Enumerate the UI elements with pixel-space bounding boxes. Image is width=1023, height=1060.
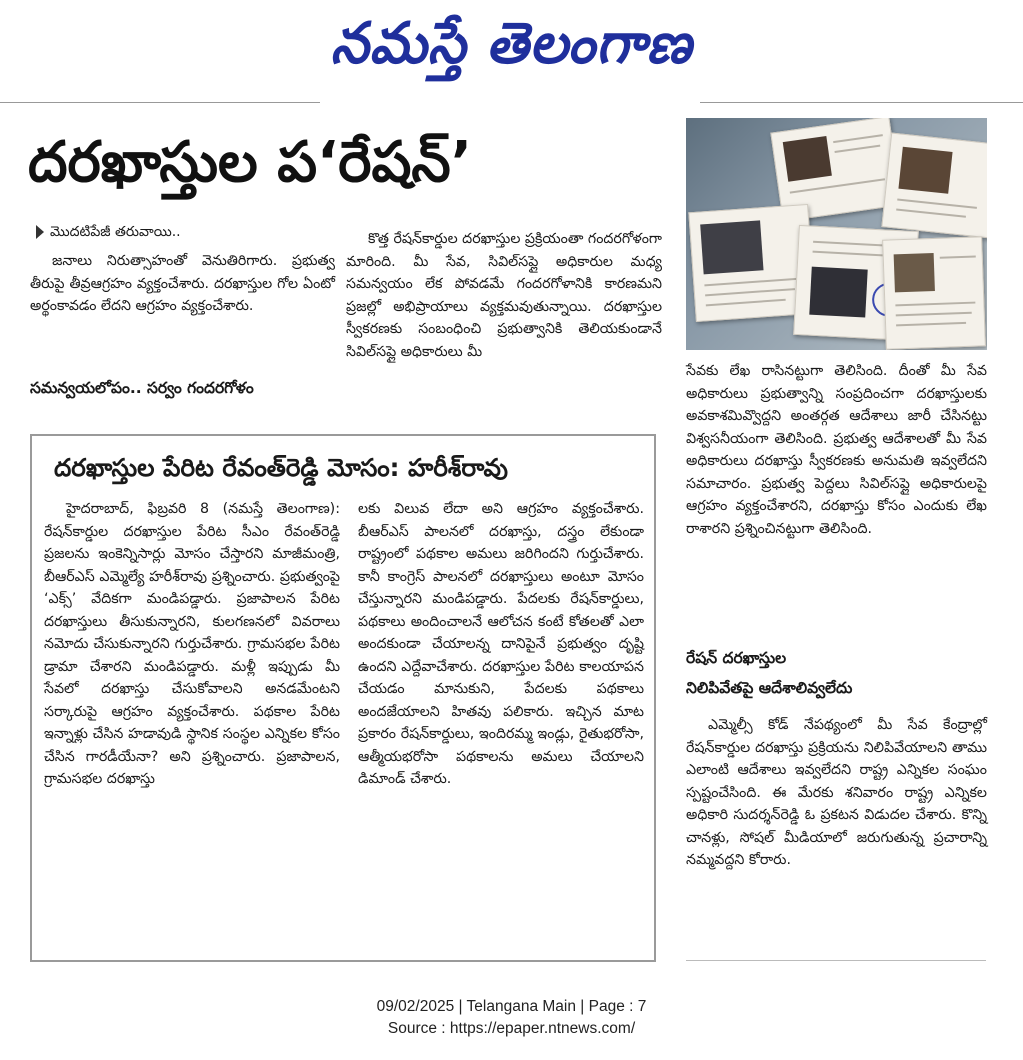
right-column bbox=[686, 360, 987, 540]
newspaper-logo: నమస్తే తెలంగాణ bbox=[330, 10, 693, 77]
right-subhead-line-1: రేషన్ దరఖాస్తుల bbox=[686, 649, 787, 667]
ration-cards-photo bbox=[686, 118, 987, 350]
right-subhead-line-2: నిలిపివేతపై ఆదేశాలివ్వలేదు bbox=[686, 679, 853, 697]
right-column-lower bbox=[686, 714, 987, 872]
page-footer bbox=[0, 996, 1023, 1040]
right-column-end-rule bbox=[686, 960, 986, 961]
right-column-subhead bbox=[686, 646, 987, 700]
left-column-paragraph: జనాలు నిరుత్సాహంతో వెనుతిరిగారు. ప్రభుత్వ తీరుపై తీవ్రఆగ్రహం వ్యక్తంచేశారు. దరఖాస్తుల గోల ఏంటో అర్థంకావడం లేదని ఆగ్రహం వ్యక్తంచేశారు. bbox=[30, 253, 335, 314]
edition-info: 09/02/2025 | Telangana Main | Page : 7 bbox=[376, 998, 647, 1015]
sidebar-article-column-1 bbox=[44, 498, 340, 791]
right-column-paragraph: ఎమ్మెల్సీ కోడ్ నేపథ్యంలో మీ సేవ కేంద్రాల్లో రేషన్‌కార్డుల దరఖాస్తు ప్రక్రియను నిలిపివేయాలని తాము ఎలాంటి ఆదేశాలు ఇవ్వలేదని రాష్ట్ర ఎన్నికల సంఘం స్పష్టంచేసింది. ఈ మేరకు శనివారం రాష్ట్ర ఎన్నికల అధికారి సుదర్శన్‌రెడ్డి ఓ ప్రకటన విడుదల చేశారు. కొన్ని చానళ్లు, సోషల్ మీడియాలో జరుగుతున్న ప్రచారాన్ని నమ్మవద్దని కోరారు. bbox=[686, 717, 987, 868]
continued-from-front-page bbox=[36, 222, 181, 242]
sidebar-article-paragraph: హైదరాబాద్, ఫిబ్రవరి 8 (నమస్తే తెలంగాణ): రేషన్‌కార్డుల దరఖాస్తుల పేరిట సీఎం రేవంత్‌రెడ్డి ప్రజలను ఇంకెన్నిసార్లు మోసం చేస్తారని మాజీమంత్రి, బీఆర్‌ఎస్ ఎమ్మెల్యే హరీశ్‌రావు ప్రశ్నించారు. ప్రభుత్వంపై ‘ఎక్స్’ వేదికగా మండిపడ్డారు. ప్రజాపాలన పేరిట దరఖాస్తులు తీసుకున్నారని, కులగణనలో వివరాలు నమోదు చేసుకున్నారని గుర్తుచేశారు. గ్రామసభల పేరిట డ్రామా చేశారని మండిపడ్డారు. మళ్లీ ఇప్పుడు మీ సేవలో దరఖాస్తు చేసుకోవాలని అనడమేంటని సర్కారుపై ఆగ్రహం వ్యక్తంచేశారు. పథకాల పేరిట ఇన్నాళ్లు చేసిన హడావుడి స్థానిక సంస్థల ఎన్నికల కోసం చేసిన గారడీయేనా? అని ప్రశ్నించారు. ప్రజాపాలన, గ్రామసభల దరఖాస్తు bbox=[44, 501, 340, 787]
photo-card bbox=[881, 133, 987, 239]
sidebar-article-column-2 bbox=[358, 498, 644, 791]
middle-column bbox=[346, 228, 662, 363]
masthead bbox=[0, 0, 1023, 100]
masthead-divider-right bbox=[700, 102, 1023, 103]
photo-card bbox=[882, 236, 986, 349]
right-column-paragraph: సేవకు లేఖ రాసినట్టుగా తెలిసింది. దీంతో మీ సేవ అధికారులు ప్రభుత్వాన్ని సంప్రదించగా దరఖాస్తులకు అవకాశమివ్వొద్దని అంతర్గత ఆదేశాలు జారీ చేసినట్టు విశ్వసనీయంగా తెలిసింది. ప్రభుత్వ ఆదేశాలతో మీ సేవ అధికారులు దరఖాస్తు స్వీకరణకు అనుమతి ఇవ్వలేదని సమాచారం. ప్రభుత్వ పెద్దలు సివిల్‌సప్లై అధికారులపై ఆగ్రహం వ్యక్తంచేశారని, దరఖాస్తు కోసం ఎందుకు లేఖ రాశారని ప్రశ్నించినట్టుగా తెలిసింది. bbox=[686, 363, 987, 537]
triangle-arrow-icon bbox=[36, 225, 44, 239]
sidebar-article-paragraph: లకు విలువ లేదా అని ఆగ్రహం వ్యక్తంచేశారు. బీఆర్‌ఎస్ పాలనలో దరఖాస్తు, దస్త్రం లేకుండా రాష్ట్రంలో పథకాల అమలు జరిగిందని గుర్తుచేశారు. కానీ కాంగ్రెస్ పాలనలో దరఖాస్తులు అంటూ మోసం చేస్తున్నారని మండిపడ్డారు. పేదలకు రేషన్‌కార్డులు, పథకాలు అందించాలనే ఆలోచన కంటే కోతలతో ఎలా అందకుండా చేయాలన్న దానిపైనే ప్రభుత్వం దృష్టి ఉందని ఎద్దేవాచేశారు. దరఖాస్తుల పేరిట కాలయాపన చేయడం మానుకుని, పేదలకు పథకాలు అందజేయాలని హితవు పలికారు. ఇచ్చిన మాట ప్రకారం రేషన్‌కార్డులు, ఇందిరమ్మ ఇండ్లు, రైతుభరోసా, ఆత్మీయభరోసా పథకాలను అమలు చేయాలని డిమాండ్ చేశారు. bbox=[358, 501, 644, 787]
middle-column-paragraph: కొత్త రేషన్‌కార్డుల దరఖాస్తుల ప్రక్రియంతా గందరగోళంగా మారింది. మీ సేవ, సివిల్‌సప్లై అధికారుల మధ్య సమన్వయం లేక పోవడమే గందరగోళానికి కారణమని ప్రజల్లో అభిప్రాయాలు వ్యక్తమవుతున్నాయి. దరఖాస్తుల స్వీకరణకు సంబంధించి ప్రభుత్వానికి తెలియకుండానే సివిల్‌సప్లై అధికారులు మీ bbox=[346, 231, 662, 360]
article-headline: దరఖాస్తుల ప‘రేషన్’ bbox=[28, 130, 473, 195]
masthead-divider-left bbox=[0, 102, 320, 103]
left-column bbox=[30, 250, 335, 318]
left-column-subhead: సమన్వయలోపం.. సర్వం గందరగోళం bbox=[30, 379, 254, 397]
sidebar-article-title: దరఖాస్తుల పేరిట రేవంత్‌రెడ్డి మోసం: హరీశ్‌రావు bbox=[54, 453, 508, 482]
source-link[interactable]: Source : https://epaper.ntnews.com/ bbox=[387, 1020, 636, 1037]
continued-label: మొదటిపేజీ తరువాయి.. bbox=[50, 224, 181, 240]
